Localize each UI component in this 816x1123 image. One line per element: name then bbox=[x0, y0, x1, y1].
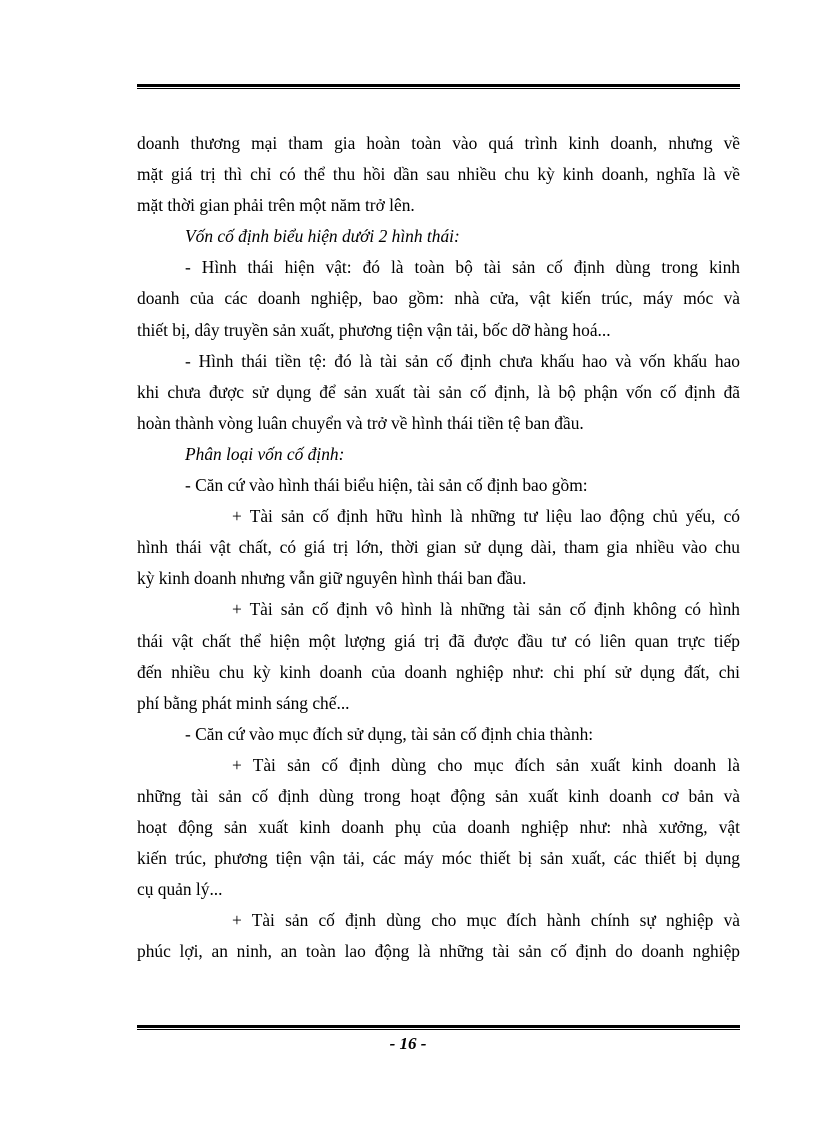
text-line: kiến trúc, phương tiện vận tải, các máy móc thiết bị sản xuất, các thiết bị dụng bbox=[137, 848, 740, 869]
text-line: thiết bị, dây truyền sản xuất, phương tiện vận tải, bốc dỡ hàng hoá... bbox=[137, 319, 611, 340]
text-line: thái vật chất thể hiện một lượng giá trị đã được đầu tư có liên quan trực tiếp bbox=[137, 630, 740, 651]
text-line: phúc lợi, an ninh, an toàn lao động là những tài sản cố định do doanh nghiệp bbox=[137, 941, 740, 962]
text-line: mặt giá trị thì chỉ có thể thu hồi dần sau nhiều chu kỳ kinh doanh, nghĩa là về bbox=[137, 164, 740, 185]
text-line: - Hình thái tiền tệ: đó là tài sản cố định chưa khấu hao và vốn khấu hao bbox=[185, 350, 740, 371]
text-line: đến nhiều chu kỳ kinh doanh của doanh nghiệp như: chi phí sử dụng đất, chi bbox=[137, 661, 740, 682]
text-line: - Căn cứ vào mục đích sử dụng, tài sản cố định chia thành: bbox=[185, 723, 594, 744]
text-line: - Hình thái hiện vật: đó là toàn bộ tài sản cố định dùng trong kinh bbox=[185, 257, 740, 278]
text-line: + Tài sản cố định vô hình là những tài sản cố định không có hình bbox=[232, 599, 740, 620]
text-line: + Tài sản cố định dùng cho mục đích hành chính sự nghiệp và bbox=[232, 910, 740, 931]
text-line: phí bằng phát minh sáng chế... bbox=[137, 692, 350, 713]
text-line: doanh của các doanh nghiệp, bao gồm: nhà cửa, vật kiến trúc, máy móc và bbox=[137, 288, 740, 309]
text-line: kỳ kinh doanh nhưng vẫn giữ nguyên hình thái ban đầu. bbox=[137, 568, 527, 589]
text-line: khi chưa được sử dụng để sản xuất tài sản cố định, là bộ phận vốn cố định đã bbox=[137, 381, 740, 402]
text-line: doanh thương mại tham gia hoàn toàn vào quá trình kinh doanh, nhưng về bbox=[137, 133, 740, 153]
section-heading-line: Phân loại vốn cố định: bbox=[185, 443, 345, 464]
text-line: + Tài sản cố định hữu hình là những tư liệu lao động chủ yếu, có bbox=[232, 506, 740, 527]
text-line: cụ quản lý... bbox=[137, 879, 223, 900]
section-heading-line: Vốn cố định biểu hiện dưới 2 hình thái: bbox=[185, 226, 460, 247]
document-body bbox=[137, 128, 740, 968]
text-line: những tài sản cố định dùng trong hoạt động sản xuất kinh doanh cơ bản và bbox=[137, 785, 740, 806]
text-line: hoạt động sản xuất kinh doanh phụ của doanh nghiệp như: nhà xưởng, vật bbox=[137, 817, 740, 838]
text-line: mặt thời gian phải trên một năm trở lên. bbox=[137, 195, 415, 216]
page-number: - 16 - bbox=[389, 1034, 427, 1053]
text-line: - Căn cứ vào hình thái biểu hiện, tài sản cố định bao gồm: bbox=[185, 475, 588, 496]
text-line: hình thái vật chất, có giá trị lớn, thời gian sử dụng dài, tham gia nhiều vào chu bbox=[137, 537, 740, 558]
header-rule bbox=[137, 84, 740, 89]
text-line: + Tài sản cố định dùng cho mục đích sản xuất kinh doanh là bbox=[232, 754, 740, 775]
text-line: hoàn thành vòng luân chuyển và trở về hình thái tiền tệ ban đầu. bbox=[137, 412, 584, 433]
